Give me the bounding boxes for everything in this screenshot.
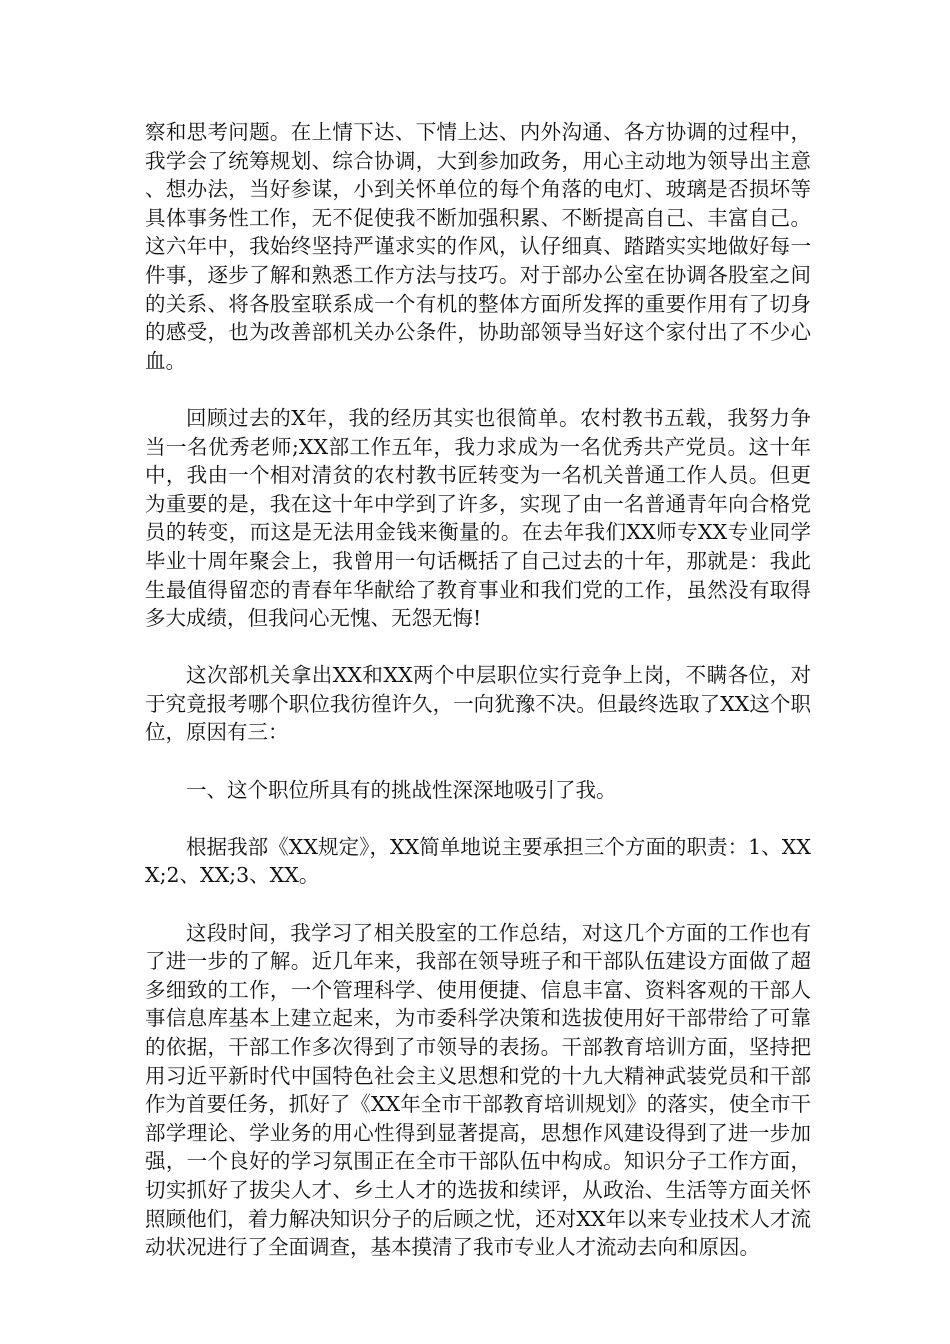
paragraph-continuation: 察和思考问题。在上情下达、下情上达、内外沟通、各方协调的过程中，我学会了统筹规划、综合协调，大到参加政务，用心主动地为领导出主意、想办法，当好参谋，小到关怀单位的每个角落的电灯、玻璃是否损坏等具体事务性工作，无不促使我不断加强积累、不断提高自己、丰富自己。这六年中，我始终坚持严谨求实的作风，认仔细真、踏踏实实地做好每一件事，逐步了解和熟悉工作方法与技巧。对于部办公室在协调各股室之间的关系、将各股室联系成一个有机的整体方面所发挥的重要作用有了切身的感受，也为改善部机关办公条件，协助部领导当好这个家付出了不少心血。 (145, 120, 811, 373)
paragraph-reason-one: 一、这个职位所具有的挑战性深深地吸引了我。 (186, 777, 617, 802)
paragraph-position-choice: 这次部机关拿出XX和XX两个中层职位实行竞争上岗，不瞒各位，对于究竟报考哪个职位我彷徨许久，一向犹豫不决。但最终选取了XX这个职位，原因有三： (145, 663, 811, 745)
paragraph-experience: 回顾过去的X年，我的经历其实也很简单。农村教书五载，我努力争当一名优秀老师;XX部工作五年，我力求成为一名优秀共产党员。这十年中，我由一个相对清贫的农村教书匠转变为一名机关普通工作人员。但更为重要的是，我在这十年中学到了许多，实现了由一名普通青年向合格党员的转变，而这是无法用金钱来衡量的。在去年我们XX师专XX专业同学毕业十周年聚会上，我曾用一句话概括了自己过去的十年，那就是：我此生最值得留恋的青春年华献给了教育事业和我们党的工作，虽然没有取得多大成绩，但我问心无愧、无怨无悔! (145, 405, 811, 631)
paragraph-work-review: 这段时间，我学习了相关股室的工作总结，对这几个方面的工作也有了进一步的了解。近几年来，我部在领导班子和干部队伍建设方面做了超多细致的工作，一个管理科学、使用便捷、信息丰富、资料客观的干部人事信息库基本上建立起来，为市委科学决策和选拔使用好干部带给了可靠的依据，干部工作多次得到了市领导的表扬。干部教育培训方面，坚持把用习近平新时代中国特色社会主义思想和党的十九大精神武装党员和干部作为首要任务，抓好了《XX年全市干部教育培训规划》的落实，使全市干部学理论、学业务的用心性得到显著提高，思想作风建设得到了进一步加强，一个良好的学习氛围正在全市干部队伍中构成。知识分子工作方面，切实抓好了拔尖人才、乡土人才的选拔和续评，从政治、生活等方面关怀照顾他们，着力解决知识分子的后顾之忧，还对XX年以来专业技术人才流动状况进行了全面调查，基本摸清了我市专业人才流动去向和原因。 (145, 920, 811, 1260)
paragraph-duties: 根据我部《XX规定》，XX简单地说主要承担三个方面的职责：1、XXX;2、XX;3、XX。 (145, 834, 811, 888)
document-body (145, 118, 811, 1290)
